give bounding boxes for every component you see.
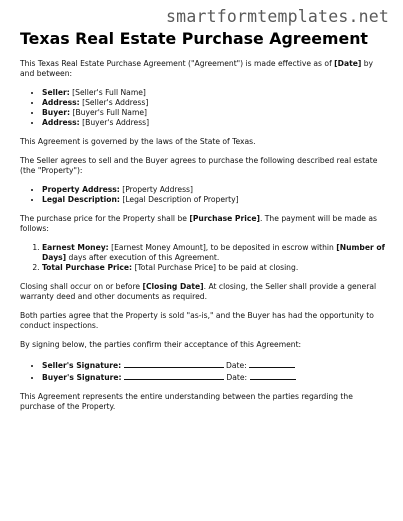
closing-text: Closing shall occur on or before <box>20 282 143 291</box>
field-value-end: days after execution of this Agreement. <box>66 253 220 262</box>
list-item <box>42 185 386 195</box>
intro-text-end: by and between: <box>20 59 374 78</box>
closing-paragraph <box>20 282 386 302</box>
signatures-list <box>20 359 386 383</box>
price-text-end: . The payment will be made as follows: <box>20 214 377 233</box>
list-item <box>42 371 386 383</box>
price-paragraph <box>20 214 386 234</box>
field-label: Buyer: <box>42 108 71 117</box>
field-label: Property Address: <box>42 185 120 194</box>
buyer-signature-line[interactable] <box>124 371 224 380</box>
property-intro-paragraph: The Seller agrees to sell and the Buyer agrees to purchase the following described real estate (the "Property"): <box>20 156 378 175</box>
price-text: The purchase price for the Property shall be <box>20 214 190 223</box>
payments-list <box>20 243 386 273</box>
closing-text-end: . At closing, the Seller shall provide a general warranty deed and other documents as required. <box>20 282 377 301</box>
date-label: Date: <box>223 373 250 382</box>
intro-paragraph <box>20 59 386 79</box>
field-value: [Property Address] <box>119 185 193 194</box>
field-value: [Seller's Full Name] <box>69 88 146 97</box>
number-of-days: [Number of Days] <box>42 243 385 262</box>
effective-date: [Date] <box>334 59 362 68</box>
signature-label: Buyer's Signature: <box>42 373 122 382</box>
document-title: Texas Real Estate Purchase Agreement <box>20 29 368 48</box>
seller-date-line[interactable] <box>249 359 295 368</box>
list-item <box>42 118 386 128</box>
list-item <box>42 263 386 273</box>
list-item <box>42 88 386 98</box>
field-value: [Seller's Address] <box>79 98 149 107</box>
watermark: smartformtemplates.net <box>166 7 389 26</box>
field-label: Address: <box>42 118 80 127</box>
purchase-price: [Purchase Price] <box>189 214 260 223</box>
closing-date: [Closing Date] <box>142 282 204 291</box>
field-label: Address: <box>42 98 80 107</box>
field-value: [Total Purchase Price] to be paid at closing. <box>132 263 299 272</box>
property-list <box>20 185 386 205</box>
as-is-paragraph: Both parties agree that the Property is sold "as-is," and the Buyer has had the opportunity to conduct inspections. <box>20 311 374 330</box>
entire-agreement-paragraph: This Agreement represents the entire understanding between the parties regarding the purchase of the Property. <box>20 392 353 411</box>
list-item <box>42 359 386 371</box>
parties-list <box>20 88 386 128</box>
date-label: Date: <box>223 361 250 370</box>
field-value: [Buyer's Full Name] <box>70 108 147 117</box>
sign-intro-paragraph: By signing below, the parties confirm their acceptance of this Agreement: <box>20 340 302 349</box>
field-value: [Buyer's Address] <box>79 118 150 127</box>
buyer-date-line[interactable] <box>250 371 296 380</box>
list-item <box>42 98 386 108</box>
field-label: Earnest Money: <box>42 243 109 252</box>
field-label: Total Purchase Price: <box>42 263 133 272</box>
seller-signature-line[interactable] <box>124 359 224 368</box>
list-item <box>42 243 386 263</box>
list-item <box>42 108 386 118</box>
field-label: Seller: <box>42 88 70 97</box>
document <box>20 29 386 421</box>
governing-law-paragraph: This Agreement is governed by the laws of the State of Texas. <box>20 137 256 146</box>
field-value: [Legal Description of Property] <box>119 195 239 204</box>
field-label: Legal Description: <box>42 195 120 204</box>
field-value: [Earnest Money Amount], to be deposited in escrow within <box>108 243 337 252</box>
signature-label: Seller's Signature: <box>42 361 122 370</box>
list-item <box>42 195 386 205</box>
intro-text: This Texas Real Estate Purchase Agreement ("Agreement") is made effective as of <box>20 59 335 68</box>
